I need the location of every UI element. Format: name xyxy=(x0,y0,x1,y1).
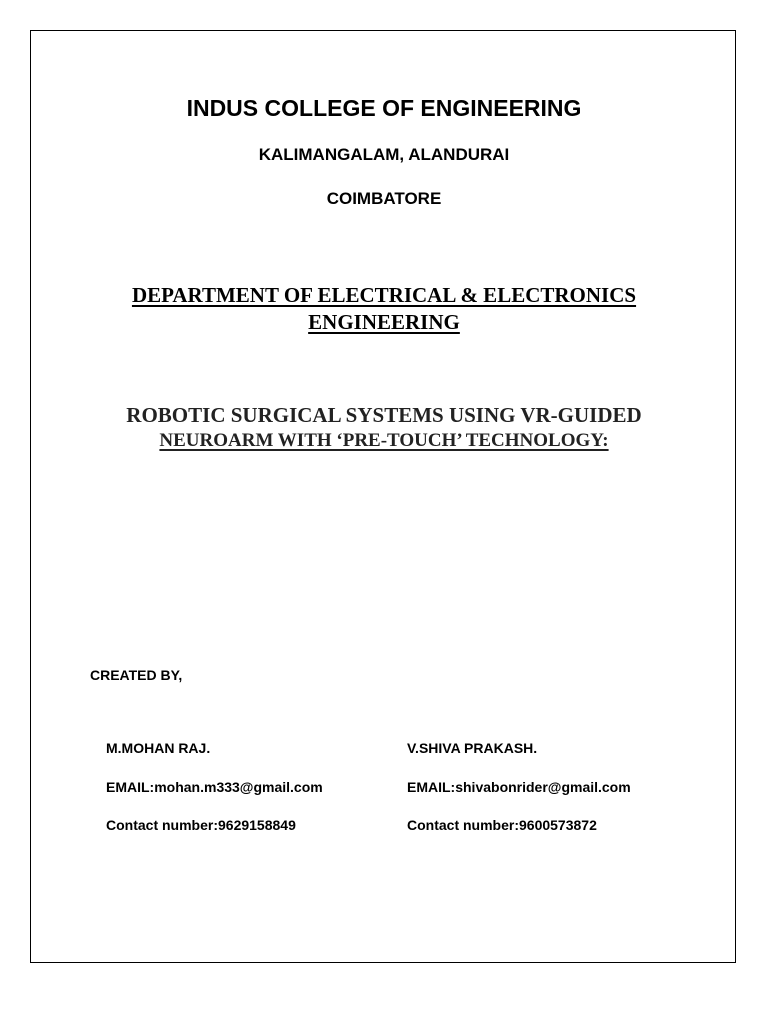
author-2-email: EMAIL:shivabonrider@gmail.com xyxy=(407,779,631,795)
college-name: INDUS COLLEGE OF ENGINEERING xyxy=(186,95,582,121)
author-1-phone: Contact number:9629158849 xyxy=(106,817,296,833)
college-city: COIMBATORE xyxy=(326,189,442,208)
author-1-email: EMAIL:mohan.m333@gmail.com xyxy=(106,779,323,795)
author-2-phone: Contact number:9600573872 xyxy=(407,817,597,833)
author-1-name: M.MOHAN RAJ. xyxy=(106,740,211,756)
project-title-text2: NEUROARM WITH ‘PRE-TOUCH’ TECHNOLOGY: xyxy=(159,430,609,451)
department-title-line2 xyxy=(0,310,768,335)
college-address: KALIMANGALAM, ALANDURAI xyxy=(258,145,510,164)
department-title-text2: ENGINEERING xyxy=(308,310,460,334)
department-title-text1: DEPARTMENT OF ELECTRICAL & ELECTRONICS xyxy=(131,283,637,307)
created-by-heading: CREATED BY, xyxy=(90,667,183,683)
project-title-line1: ROBOTIC SURGICAL SYSTEMS USING VR-GUIDED xyxy=(126,403,642,427)
author-2-name: V.SHIVA PRAKASH. xyxy=(407,740,538,756)
project-title-line2 xyxy=(0,430,768,452)
department-title-line1 xyxy=(0,283,768,308)
